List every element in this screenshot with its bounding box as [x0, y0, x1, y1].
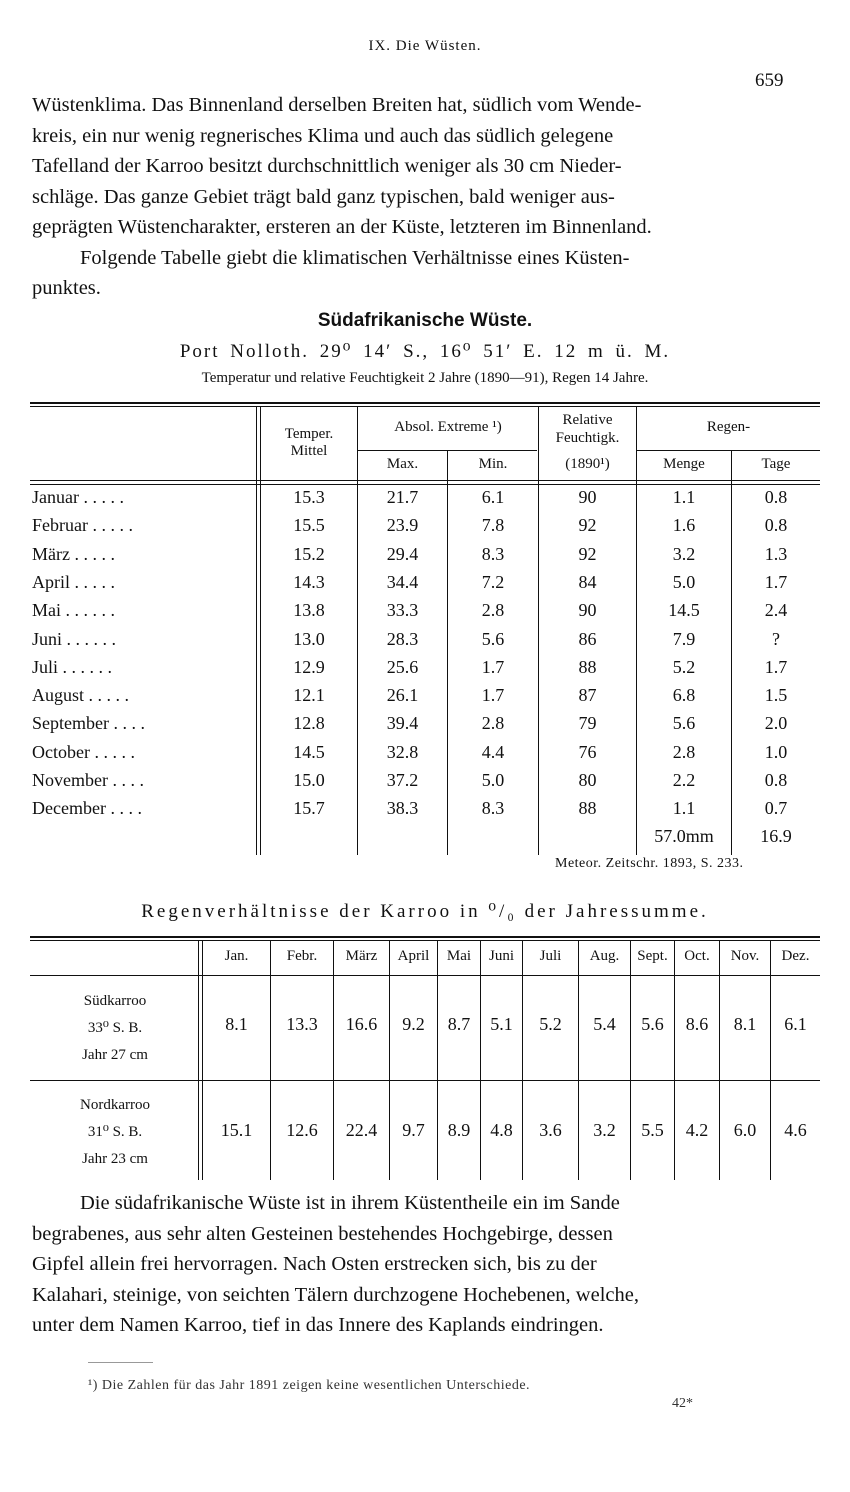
region-rainfall: Jahr 27 cm [82, 1047, 148, 1063]
cell-min: 1.7 [481, 656, 505, 677]
header-relative: Relative [562, 412, 613, 428]
month-label: Januar . . . . . [32, 487, 124, 507]
rain-percent-cell: 12.6 [286, 1120, 318, 1140]
rain-percent-cell: 22.4 [345, 1120, 378, 1140]
table-header-rule [30, 480, 820, 481]
cell-max: 26.1 [386, 685, 419, 706]
southkarroo-label [30, 988, 200, 1069]
cell-max: 32.8 [386, 741, 419, 762]
footnote: ¹) Die Zahlen für das Jahr 1891 zeigen keine wesentlichen Unterschiede. [88, 1378, 531, 1393]
rain-percent-cell: 13.3 [286, 1014, 318, 1034]
regen-subrule [636, 450, 820, 451]
cell-max: 29.4 [386, 543, 419, 564]
col-divider [260, 407, 261, 855]
cell-temp: 15.0 [293, 770, 325, 790]
col-divider [578, 941, 579, 1180]
table2-title: Regenverhältnisse der Karroo in ⁰/₀ der Jahressumme. [141, 901, 709, 922]
cell-temp: 15.2 [293, 543, 325, 564]
col-divider [719, 941, 720, 1180]
cell-rel: 86 [578, 628, 597, 649]
cell-temp: 14.3 [293, 571, 325, 592]
col-divider [731, 450, 732, 855]
rain-percent-cell: 4.6 [784, 1120, 807, 1140]
cell-max: 37.2 [386, 770, 419, 790]
cell-min: 7.8 [481, 515, 505, 536]
intro-paragraph [32, 90, 822, 304]
cell-max: 23.9 [386, 515, 419, 536]
header-temper: Temper. [284, 426, 334, 442]
cell-tage: 0.8 [764, 487, 788, 507]
col-divider [674, 941, 675, 1180]
cell-min: 8.3 [481, 543, 505, 564]
rain-percent-cell: 3.2 [593, 1120, 616, 1140]
region-latitude: 33⁰ S. B. [87, 1020, 143, 1036]
cell-menge: 1.1 [672, 798, 696, 819]
text-line: unter dem Namen Karroo, tief in das Innere des Kaplands eindringen. [32, 1314, 604, 1336]
cell-rel: 88 [578, 656, 597, 677]
month-header: April [397, 948, 430, 964]
cell-rel: 92 [578, 515, 597, 536]
cell-tage: 0.7 [764, 798, 788, 819]
table-header-rule-2 [30, 484, 820, 485]
table-rule-top-thin [30, 406, 820, 407]
cell-tage: 0.8 [764, 515, 788, 536]
month-header: Nov. [730, 948, 760, 964]
month-header: Febr. [286, 948, 318, 964]
rain-percent-cell: 6.0 [733, 1120, 757, 1140]
col-divider [522, 941, 523, 1180]
cell-rel: 79 [578, 713, 597, 734]
cell-tage: 1.3 [764, 543, 788, 564]
cell-menge: 3.2 [672, 543, 696, 564]
cell-temp: 15.3 [293, 487, 325, 507]
cell-min: 6.1 [481, 487, 505, 507]
header-year: (1890¹) [565, 456, 610, 472]
cell-temp: 15.5 [293, 515, 325, 536]
header-tage: Tage [761, 456, 791, 472]
month-label: Mai . . . . . . [32, 600, 115, 621]
cell-min: 2.8 [481, 713, 505, 734]
cell-rel: 90 [578, 600, 597, 621]
text-line: Gipfel allein frei hervorragen. Nach Osten erstrecken sich, bis zu der [32, 1253, 597, 1275]
cell-min: 5.6 [481, 628, 505, 649]
cell-temp: 15.7 [293, 798, 325, 819]
header-menge: Menge [663, 456, 705, 472]
text-line: kreis, ein nur wenig regnerisches Klima und auch das südlich gelegene [32, 124, 614, 147]
cell-max: 38.3 [386, 798, 419, 819]
col-divider [447, 450, 448, 855]
cell-tage: 2.4 [764, 600, 788, 621]
total-tage: 16.9 [760, 826, 792, 846]
section-title: Südafrikanische Wüste. [317, 310, 533, 331]
month-header: Juli [539, 948, 562, 964]
month-header: Aug. [589, 948, 620, 964]
cell-rel: 84 [578, 571, 597, 592]
rain-percent-cell: 8.9 [447, 1120, 471, 1140]
rain-percent-cell: 4.2 [685, 1120, 709, 1140]
cell-rel: 92 [578, 543, 597, 564]
total-menge: 57.0mm [654, 826, 714, 846]
cell-rel: 76 [578, 741, 597, 762]
cell-max: 28.3 [386, 628, 419, 649]
cell-menge: 5.6 [672, 713, 696, 734]
month-label: März . . . . . [32, 543, 115, 564]
text-line: punktes. [32, 277, 101, 299]
signature-mark: 42* [672, 1396, 693, 1411]
month-label: November . . . . [32, 770, 144, 790]
rain-percent-cell: 5.5 [641, 1120, 664, 1140]
rain-percent-cell: 3.6 [539, 1120, 562, 1140]
rain-percent-cell: 5.6 [641, 1014, 664, 1034]
month-header: Juni [488, 948, 514, 964]
cell-min: 2.8 [481, 600, 505, 621]
rain-percent-cell: 15.1 [220, 1120, 253, 1140]
cell-menge: 2.8 [672, 741, 696, 762]
col-divider [437, 941, 438, 1180]
header-feuchtigk: Feuchtigk. [555, 430, 620, 446]
table2-rule-top-thin [30, 940, 820, 941]
cell-menge: 6.8 [672, 685, 696, 706]
cell-min: 7.2 [481, 571, 505, 592]
cell-min: 8.3 [481, 798, 505, 819]
month-header: Mai [446, 948, 472, 964]
running-header: IX. Die Wüsten. [368, 38, 482, 54]
col-divider [202, 941, 203, 1180]
rain-percent-cell: 6.1 [784, 1014, 807, 1034]
month-header: Sept. [637, 948, 668, 964]
month-header: März [345, 948, 378, 964]
cell-max: 25.6 [386, 656, 419, 677]
rain-percent-cell: 16.6 [345, 1014, 378, 1034]
rain-percent-cell: 8.6 [685, 1014, 709, 1034]
cell-menge: 2.2 [672, 770, 696, 790]
cell-temp: 12.8 [293, 713, 325, 734]
northkarroo-label [30, 1092, 200, 1173]
col-divider [770, 941, 771, 1180]
rain-percent-cell: 9.2 [402, 1014, 425, 1034]
month-label: Februar . . . . . [32, 515, 133, 536]
region-name: Südkarroo [83, 993, 147, 1009]
month-label: April . . . . . [32, 571, 115, 592]
cell-menge: 14.5 [668, 600, 700, 621]
cell-temp: 13.0 [293, 628, 325, 649]
footnote-rule [88, 1362, 153, 1363]
cell-temp: 12.1 [293, 685, 325, 706]
cell-tage: 2.0 [764, 713, 788, 734]
rain-percent-cell: 5.4 [593, 1014, 616, 1034]
cell-menge: 7.9 [672, 628, 696, 649]
month-label: December . . . . [32, 798, 142, 819]
month-label: August . . . . . [32, 685, 130, 706]
cell-tage: 1.7 [764, 656, 788, 677]
cell-rel: 88 [578, 798, 597, 819]
text-line: begrabenes, aus sehr alten Gesteinen bestehendes Hochgebirge, dessen [32, 1222, 613, 1245]
cell-tage: ? [772, 628, 780, 649]
header-regen: Regen- [706, 419, 751, 435]
cell-min: 5.0 [481, 770, 505, 790]
cell-tage: 0.8 [764, 770, 788, 790]
cell-rel: 87 [578, 685, 597, 706]
header-mittel: Mittel [290, 443, 328, 459]
cell-menge: 1.6 [672, 515, 696, 536]
cell-max: 34.4 [386, 571, 419, 592]
col-divider [630, 941, 631, 1180]
text-line: Folgende Tabelle giebt die klimatischen Verhältnisse eines Küsten- [80, 246, 630, 269]
col-divider [389, 941, 390, 1180]
cell-min: 4.4 [481, 741, 505, 762]
cell-temp: 13.8 [293, 600, 325, 621]
text-line: Wüstenklima. Das Binnenland derselben Breiten hat, südlich vom Wende- [32, 94, 642, 116]
rain-percent-cell: 5.2 [539, 1014, 562, 1034]
rain-percent-cell: 8.1 [733, 1014, 757, 1034]
month-label: September . . . . [32, 713, 145, 734]
station-line: Port Nolloth. 29⁰ 14′ S., 16⁰ 51′ E. 12 m ü. M. [179, 341, 671, 362]
cell-menge: 5.0 [672, 571, 696, 592]
region-name: Nordkarroo [80, 1097, 150, 1113]
month-label: Juli . . . . . . [32, 656, 113, 677]
cell-rel: 90 [578, 487, 597, 507]
month-header: Oct. [684, 948, 710, 964]
cell-max: 33.3 [386, 600, 419, 621]
cell-temp: 14.5 [293, 741, 325, 762]
text-line: Tafelland der Karroo besitzt durchschnittlich weniger als 30 cm Nieder- [32, 155, 622, 177]
col-divider [333, 941, 334, 1180]
cell-menge: 5.2 [672, 656, 696, 677]
table2-row-rule [30, 1080, 820, 1081]
table2-header-rule [30, 975, 820, 976]
rain-percent-cell: 8.7 [447, 1014, 471, 1034]
col-divider [256, 407, 257, 855]
cell-temp: 12.9 [293, 656, 325, 677]
rain-percent-cell: 4.8 [490, 1120, 513, 1140]
rain-percent-cell: 8.1 [225, 1014, 248, 1034]
header-max: Max. [386, 456, 419, 472]
cell-tage: 1.0 [764, 741, 788, 762]
source-citation: Meteor. Zeitschr. 1893, S. 233. [555, 856, 744, 871]
month-label: October . . . . . [32, 741, 135, 762]
cell-min: 1.7 [481, 685, 505, 706]
cell-menge: 1.1 [672, 487, 696, 507]
header-absol-extreme: Absol. Extreme ¹) [394, 419, 502, 435]
region-rainfall: Jahr 23 cm [82, 1151, 148, 1167]
region-latitude: 31⁰ S. B. [87, 1124, 143, 1140]
cell-tage: 1.7 [764, 571, 788, 592]
header-min: Min. [478, 456, 508, 472]
table2-rule-top [30, 936, 820, 938]
col-divider [480, 941, 481, 1180]
month-header: Dez. [781, 948, 810, 964]
month-label: Juni . . . . . . [32, 628, 117, 649]
rain-percent-cell: 9.7 [402, 1120, 425, 1140]
cell-max: 21.7 [386, 487, 419, 507]
cell-max: 39.4 [386, 713, 419, 734]
month-header: Jan. [224, 948, 249, 964]
page-number: 659 [755, 70, 784, 91]
rain-percent-cell: 5.1 [490, 1014, 513, 1034]
text-line: schläge. Das ganze Gebiet trägt bald ganz typischen, bald weniger aus- [32, 185, 615, 208]
table-subtitle: Temperatur und relative Feuchtigkeit 2 Jahre (1890—91), Regen 14 Jahre. [201, 370, 649, 386]
text-line: Kalahari, steinige, von seichten Tälern durchzogene Hochebenen, welche, [32, 1283, 639, 1306]
cell-rel: 80 [578, 770, 597, 790]
text-line: Die südafrikanische Wüste ist in ihrem Küstentheile ein im Sande [80, 1192, 620, 1214]
table-rule-top [30, 402, 820, 404]
closing-paragraph [32, 1188, 822, 1341]
cell-tage: 1.5 [764, 685, 788, 706]
col-divider [270, 941, 271, 1180]
text-line: geprägten Wüstencharakter, ersteren an der Küste, letzteren im Binnenland. [32, 216, 652, 238]
